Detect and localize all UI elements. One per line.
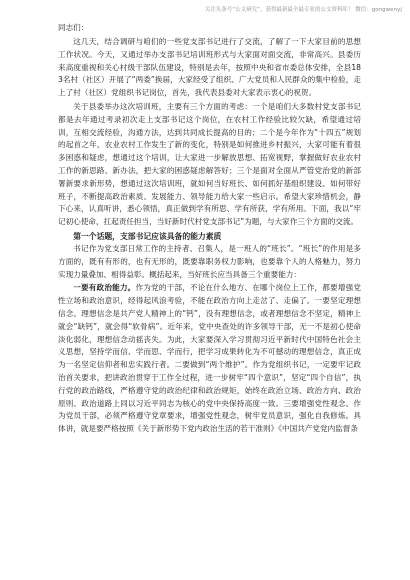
ability-text: 作为党的干部，不论在什么地方、在哪个岗位上工作，都要增强党性立场和政治意识，经得起风浪考验，不能在政治方向上走岔了、走偏了。一要坚定理想信念。理想信念是共产党人精神上的“钙”，没有理想信念，或者理想信念不坚定，精神上就会“缺钙”，就会得“软骨病”。近年来，党中央查处的许多领导干部，无一不是初心使命淡化弱化，理想信念动摇丧失。为此，大家要深入学习贯彻习近平新时代中国特色社会主义思想，坚持学而信、学而思、学而行，把学习成果转化为不可撼动的理想信念，真正成为一名坚定信仰者和忠实践行者。二要做到“两个维护”。作为党组织书记，一定要牢记政治首关要求，把讲政治贯穿于工作全过程，进一步树牢“四个意识”，坚定“四个自信”，执行党的政治路线，严格遵守党的政治纪律和政治规矩，始终在政治立场、政治方向、政治原则、政治道路上同以习近平同志为核心的党中央保持高度一致。三要增强党性观念。作为党员干部，必须严格遵守党章要求，增强党性观念，树牢党员意识，强化自我修炼。具体讲，就是要严格按照《关于新形势下党内政治生活的若干准则》《中国共产党党内监督条	[58, 283, 362, 434]
section-heading: 第一个话题，支部书记应该具备的能力素质	[73, 231, 222, 241]
paragraph: 关于县委举办这次培训班，主要有三个方面的考虑：一个是咱们大多数村党支部书记都是去年通过考录初次走上支部书记这个岗位，在农村工作经验比较欠缺，希望通过培训，互相交流经验，沟通方法，达到共同成长提高的目的；二个是今年作为“十四五”规划的起首之年，农业农村工作发生了新的变化，特别是如何推进乡村振兴，大家可能有着很多困惑和疑虑，想通过这个培训，让大家进一步解放思想、拓宽视野，掌握做好农业农村工作的新思路、新办法，把大家的困惑疑虑解答好；三个是面对全面从严管党治党的新部署新要求新形势，想通过这次培训班，就如何当好班长、如何抓好基组织建设、如何带好班子，不断提高政治素质、发展能力、领导能力给大家一些启示。希望大家珍惜机会，静下心来，认真听讲，悉心领悟，真正做到学有所思、学有所获、学有所用。下面，我以“牢记初心使命，扛起责任担当，当好新时代村党支部书记”为题，与大家作三个方面的交流。	[58, 101, 361, 227]
ability-lead: 一要有政治能力。	[73, 283, 136, 293]
source-watermark: 关注头条号“公文研究”，获得最新最全最专业的公文资料库！ 微信：gongwenyj	[204, 7, 402, 13]
ability-paragraph	[58, 282, 361, 436]
speech-body	[58, 22, 361, 437]
paragraph: 书记作为党支部日常工作的主持者、召集人，是一班人的“班长”。“班长”的作用是多方面的，既有有形的，也有无形的，既要靠职务权力影响，也要靠个人的人格魅力，努力实现力量叠加、相得益彰。概括起来，当好班长应当具备三个重要能力：	[58, 243, 361, 279]
paragraph: 这几天，结合调研与咱们的一些党支部书记进行了交流，了解了一下大家目前的思想工作状况。今天，又通过举办支部书记培训班形式与大家面对面交流，非常高兴。县委历来高度重视和关心村级干部队伍建设，特别是去年，按照中央和省市委总体安排，全县183名村（社区）开展了“两委”换届，大家经受了组织、广大党员和人民群众的集中检验，走上了村（社区）党组织书记岗位，首先，我代表县委对大家表示衷心的祝贺。	[58, 37, 361, 98]
salutation: 同志们：	[58, 23, 89, 32]
